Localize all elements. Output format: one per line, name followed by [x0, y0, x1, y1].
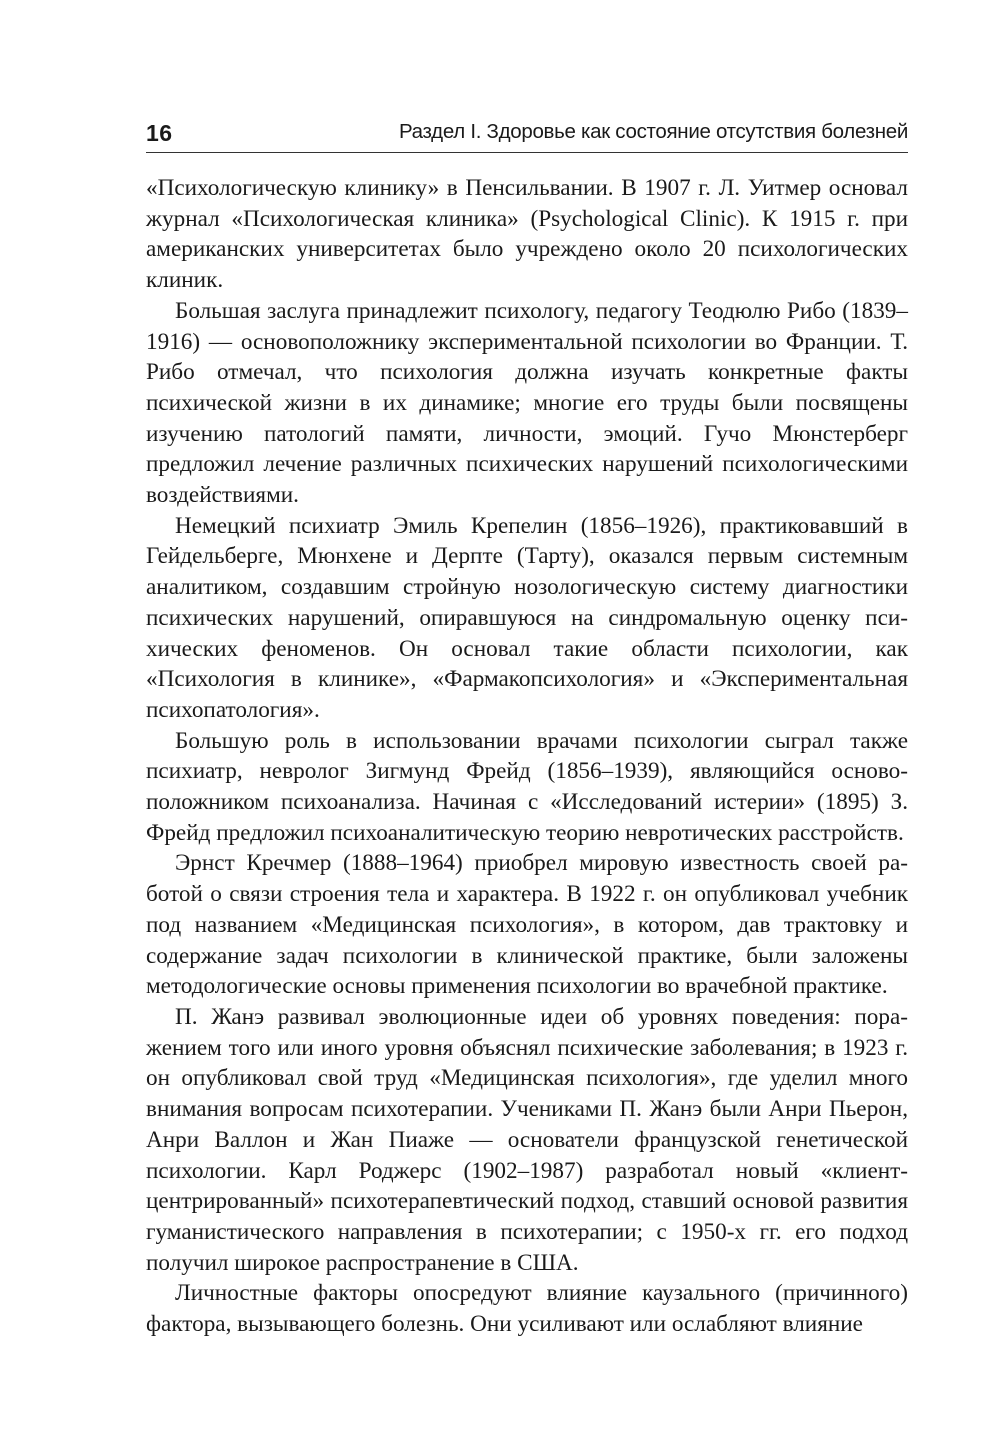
body-text — [146, 173, 908, 1340]
paragraph-6: П. Жанэ развивал эволюционные идеи об уровнях поведения: поражением того или иного уровня объяснял психические заболевания; в 1923 г. он опубликовал свой труд «Медицинская психология», где уделил много внимания вопросам психотерапии. Учениками П. Жанэ были Анри Пьерон, Анри Валлон и Жан Пиаже — основатели французской генетической психологии. Карл Роджерс (1902–1987) разработал новый «клиент-центрированный» психотерапевтический подход, ставший основой развития гуманистического направления в психотерапии; с 1950-х гг. его подход получил широкое распространение в США. — [146, 1003, 908, 1276]
paragraph-7: Личностные факторы опосредуют влияние каузального (причинного) фактора, вызывающего болезнь. Они усиливают или ослабляют влияние — [146, 1280, 908, 1338]
running-head — [146, 116, 908, 153]
section-title: Раздел I. Здоровье как состояние отсутствия болезней — [398, 120, 908, 143]
paragraph-3: Немецкий психиатр Эмиль Крепелин (1856–1926), практиковавший в Гейдельберге, Мюнхене и Дерпте (Тарту), оказался первым системным аналитиком, создавшим стройную нозологическую систему диагностики психических нарушений, опиравшуюся на синдромальную оценку психических феноменов. Он основал такие области психологии, как «Психология в клинике», «Фармакопсихология» и «Экспериментальная психопатология». — [146, 512, 908, 723]
paragraph-4: Большую роль в использовании врачами психологии сыграл также психиатр, невролог Зигмунд Фрейд (1856–1939), являющийся основоположником психоанализа. Начиная с «Исследований истерии» (1895) З. Фрейд предложил психоаналитическую теорию невротических расстройств. — [146, 727, 908, 846]
paragraph-1: «Психологическую клинику» в Пенсильвании. В 1907 г. Л. Уитмер основал журнал «Психологическая клиника» (Psychological Clinic). К 1915 г. при американских университетах было учреждено около 20 психологических клиник. — [146, 175, 908, 294]
page-number: 16 — [146, 120, 173, 146]
paragraph-5: Эрнст Кречмер (1888–1964) приобрел мировую известность своей работой о связи строения тела и характера. В 1922 г. он опубликовал учебник под названием «Медицинская психология», в котором, дав трактовку и содержание задач психологии в клинической практике, были заложены методологические основы применения психологии во врачебной практике. — [146, 850, 908, 1000]
paragraph-2: Большая заслуга принадлежит психологу, педагогу Теодюлю Рибо (1839–1916) — основоположнику экспериментальной психологии во Франции. Т. Рибо отмечал, что психология должна изучать конкретные факты психической жизни в их динамике; многие его труды были посвящены изучению патологий памяти, личности, эмоций. Гучо Мюнстерберг предложил лечение различных психических нарушений психологическими воздействиями. — [146, 297, 908, 509]
